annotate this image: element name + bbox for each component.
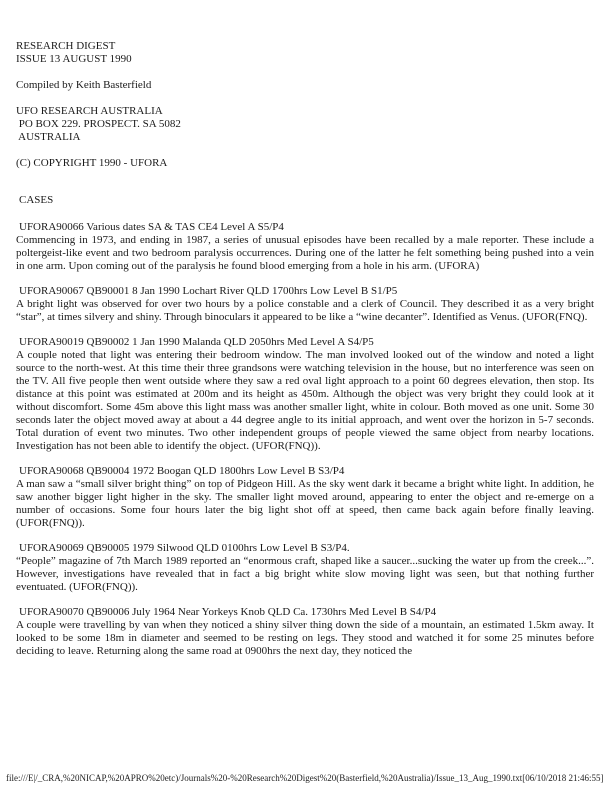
case-body: “People” magazine of 7th March 1989 reported an “enormous craft, shaped like a saucer...sucking the water up from the creek...”. However, investigations have revealed that in fact a big bright white slow moving light was seen, but that nothing further eventuated. (UFOR(FNQ)). bbox=[16, 555, 594, 593]
file-path-footer: file:///E|/_CRA,%20NICAP,%20APRO%20etc)/Journals%20-%20Research%20Digest%20(Basterfield,%20Australia)/Issue_13_Aug_1990.txt[06/10/2018 21:46:55] bbox=[6, 773, 604, 783]
case-heading: UFORA90068 QB90004 1972 Boogan QLD 1800hrs Low Level B S3/P4 bbox=[19, 465, 345, 477]
case-entry bbox=[16, 221, 594, 273]
case-body: Commencing in 1973, and ending in 1987, a series of unusual episodes have been recalled by a male reporter. These include a poltergeist-like event and two bedroom paralysis occurrences. During one of the latter he felt something being pushed into a vein in one arm. Upon coming out of the paralysis he found blood emerging from a hole in his arm. (UFORA) bbox=[16, 234, 594, 272]
case-body: A bright light was observed for over two hours by a police constable and a clerk of Council. They described it as a very bright “star”, at times silvery and shiny. Through binoculars it appeared to be like a “wine decanter”. Identified as Venus. (UFOR(FNQ). bbox=[16, 298, 594, 323]
case-entry bbox=[16, 465, 594, 530]
document-title: RESEARCH DIGEST bbox=[16, 40, 116, 52]
org-country: AUSTRALIA bbox=[16, 131, 81, 143]
case-body: A couple were travelling by van when they noticed a shiny silver thing down the side of a mountain, an estimated 1.5km away. It looked to be some 18m in diameter and seemed to be resting on legs. They stood and watched it for some 25 minutes before deciding to leave. Returning along the same road at 0900hrs the next day, they noticed the bbox=[16, 619, 594, 657]
case-entry bbox=[16, 336, 594, 453]
case-heading: UFORA90067 QB90001 8 Jan 1990 Lochart River QLD 1700hrs Low Level B S1/P5 bbox=[19, 285, 398, 297]
case-heading: UFORA90070 QB90006 July 1964 Near Yorkeys Knob QLD Ca. 1730hrs Med Level B S4/P4 bbox=[19, 606, 437, 618]
org-name: UFO RESEARCH AUSTRALIA bbox=[16, 105, 163, 117]
case-body: A couple noted that light was entering their bedroom window. The man involved looked out of the window and noted a light source to the north-west. At this time their three grandsons were watching television in the house, but no interference was seen on the TV. All five people then went outside where they saw a red oval light approach to a point 60 degrees elevation, then stop. Its distance at this point was estimated at 200m and its height as 450m. Although the object was very bright they could look at it without discomfort. Some 45m above this light mass was another smaller light, white in colour. Both moved as one unit. Some 30 seconds later the object moved away at about a 44 degree angle to its initial approach, and went over the horizon in 5-7 seconds. Total duration of event two minutes. Two other independent groups of people viewed the same object from nearby locations. Investigation has not been able to identify the object. (UFOR(FNQ)). bbox=[16, 349, 594, 452]
document-page bbox=[16, 40, 594, 670]
issue-line: ISSUE 13 AUGUST 1990 bbox=[16, 53, 132, 65]
case-entry bbox=[16, 542, 594, 594]
case-entry bbox=[16, 285, 594, 324]
case-entry bbox=[16, 606, 594, 658]
organisation-address bbox=[16, 105, 594, 144]
compiler-line: Compiled by Keith Basterfield bbox=[16, 79, 152, 91]
case-heading: UFORA90069 QB90005 1979 Silwood QLD 0100hrs Low Level B S3/P4. bbox=[19, 542, 350, 554]
cases-heading: CASES bbox=[19, 194, 54, 206]
case-heading: UFORA90019 QB90002 1 Jan 1990 Malanda QLD 2050hrs Med Level A S4/P5 bbox=[19, 336, 374, 348]
case-heading: UFORA90066 Various dates SA & TAS CE4 Level A S5/P4 bbox=[19, 221, 284, 233]
case-body: A man saw a “small silver bright thing” on top of Pidgeon Hill. As the sky went dark it became a bright white light. In addition, he saw another bigger light higher in the sky. The smaller light moved around, appearing to enter the object and re-emerge on a number of occasions. Some four hours later the big light shot off at speed, then came back again before finally leaving. (UFOR(FNQ)). bbox=[16, 478, 594, 529]
copyright-line: (C) COPYRIGHT 1990 - UFORA bbox=[16, 157, 168, 169]
org-po-box: PO BOX 229. PROSPECT. SA 5082 bbox=[16, 118, 181, 130]
